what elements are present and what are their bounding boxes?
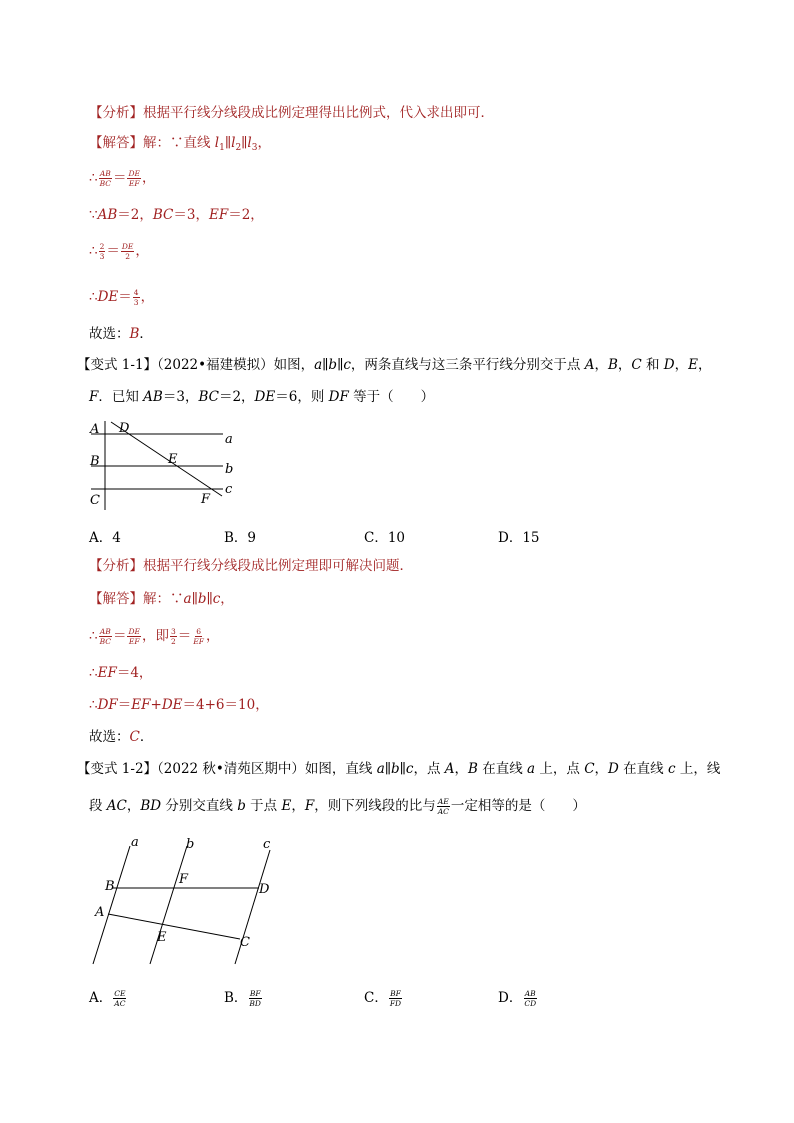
q11-option-d[interactable]: D．15: [498, 530, 540, 546]
q12-figure: [85, 832, 285, 967]
q12-line2: 段 AC，BD 分别交直线 b 于点 E，F，则下列线段的比与 $\frac{AE}{AC}$ 一定相等的是（ ）: [89, 797, 586, 816]
q12-line1: 【变式 1-2】（2022 秋•清苑区期中）如图，直线 a∥b∥c，点 A，B 在直线 a 上，点 C，D 在直线 c 上，线: [77, 761, 721, 777]
q11-line1: 【变式 1-1】（2022•福建模拟）如图，a∥b∥c，两条直线与这三条平行线分别交于点 A，B，C 和 D，E，: [77, 357, 712, 373]
since-symbol: ∵: [89, 207, 98, 223]
since-symbol: ∵: [170, 135, 184, 151]
label-D: D: [119, 421, 130, 436]
fraction: $\frac{AB}{BC}$: [99, 627, 111, 646]
label-B: B: [90, 454, 100, 469]
q12-option-a[interactable]: A． $\frac{CE}{AC}$: [89, 989, 126, 1008]
question-source: （2022 秋•清苑区期中）: [157, 761, 305, 777]
therefore-symbol: ∴: [89, 170, 98, 186]
label-A: A: [90, 422, 100, 437]
var-bc: BC: [152, 207, 174, 223]
label-A: A: [95, 905, 105, 920]
q11-figure: [85, 418, 255, 510]
fraction: $\frac{6}{EF}$: [193, 627, 204, 646]
label-b: b: [225, 462, 234, 477]
label-c: c: [225, 482, 233, 497]
fraction: $\frac{AB}{BC}$: [99, 169, 111, 188]
analysis-tag: 【分析】: [89, 105, 143, 121]
var-l: l: [247, 135, 252, 151]
fraction: $\frac{DE}{2}$: [121, 242, 134, 261]
label-a: a: [131, 835, 139, 850]
choice-letter: C: [129, 729, 140, 745]
sub-3: 3: [251, 143, 258, 153]
label-c: c: [263, 837, 271, 852]
sol2-choice-line: 故选：C．: [89, 729, 154, 745]
sub-1: 1: [219, 143, 225, 153]
sol1-choice-line: 故选：B．: [89, 326, 153, 342]
label-C: C: [240, 935, 250, 950]
label-E: E: [157, 930, 167, 945]
label-F: F: [179, 872, 189, 887]
var-ef: EF: [208, 207, 229, 223]
sub-2: 2: [235, 143, 242, 153]
variant-tag: 【变式 1-1】: [77, 357, 158, 373]
q11-line2: F．已知 AB＝3，BC＝2，DE＝6，则 DF 等于（ ）: [89, 389, 435, 405]
label-D: D: [259, 882, 270, 897]
analysis-text: 根据平行线分线段成比例定理即可解决问题．: [143, 558, 413, 574]
sol2-ef-line: ∴EF＝4，: [89, 665, 153, 681]
sol2-analysis: [89, 557, 413, 575]
sol1-subst-line: ∴ $\frac{2}{3}$ ＝ $\frac{DE}{2}$ ，: [89, 242, 149, 261]
label-C: C: [90, 493, 100, 508]
sol1-result-line: ∴DE＝ $\frac{4}{3}$ ，: [89, 288, 155, 307]
sol2-answer-line: 【解答】解：∵a∥b∥c，: [89, 591, 234, 607]
analysis-text: 根据平行线分线段成比例定理得出比例式，代入求出即可．: [143, 105, 494, 121]
sol1-analysis: [89, 104, 494, 122]
therefore-symbol: ∴: [89, 289, 98, 305]
choice-letter: B: [129, 326, 140, 342]
fraction: $\frac{DE}{EF}$: [128, 627, 140, 646]
label-b: b: [186, 837, 195, 852]
fraction: $\frac{4}{3}$: [133, 288, 139, 307]
sol2-df-line: ∴DF＝EF+DE＝4+6＝10，: [89, 697, 269, 713]
var-de: DE: [97, 289, 119, 305]
fraction: $\frac{3}{2}$: [170, 627, 176, 646]
equals-symbol: ＝: [112, 170, 127, 186]
comma: ，: [257, 135, 271, 151]
parallel-symbol: ∥: [224, 135, 232, 151]
var-ab: AB: [97, 207, 118, 223]
sol1-answer-line: [89, 134, 271, 157]
comma: ，: [141, 170, 156, 186]
answer-tag: 【解答】: [89, 135, 143, 151]
choose-label: 故选：: [89, 326, 130, 342]
q11-option-a[interactable]: A．4: [89, 530, 121, 546]
fraction: $\frac{2}{3}$: [99, 242, 105, 261]
fraction: $\frac{AE}{AC}$: [437, 797, 449, 816]
label-F: F: [201, 492, 211, 507]
answer-tag: 【解答】: [89, 591, 143, 607]
var-l: l: [214, 135, 220, 151]
label-B: B: [105, 879, 115, 894]
segment-ac: [108, 914, 240, 939]
q12-option-c[interactable]: C． $\frac{BF}{FD}$: [364, 989, 402, 1008]
analysis-tag: 【分析】: [89, 558, 143, 574]
variant-tag: 【变式 1-2】: [77, 761, 158, 777]
sol1-ratio-line: [89, 169, 155, 188]
sol1-given-line: ∵AB＝2，BC＝3，EF＝2，: [89, 207, 264, 223]
question-source: （2022•福建模拟）: [157, 357, 274, 373]
line-b: [150, 846, 187, 964]
label-E: E: [168, 452, 178, 467]
label-a: a: [225, 432, 233, 447]
line-word: 直线: [183, 135, 215, 151]
sol2-ratio-line: ∴ $\frac{AB}{BC}$ ＝ $\frac{DE}{EF}$ ，即 $\frac{3}{2}$ ＝ $\frac{6}{EF}$ ，: [89, 627, 220, 646]
q11-option-b[interactable]: B．9: [224, 530, 257, 546]
q11-option-c[interactable]: C．10: [364, 530, 406, 546]
q12-option-b[interactable]: B． $\frac{BF}{BD}$: [224, 989, 261, 1008]
q12-option-d[interactable]: D． $\frac{AB}{CD}$: [498, 989, 537, 1008]
therefore-symbol: ∴: [89, 243, 98, 259]
parallel-symbol: ∥: [241, 135, 248, 151]
answer-prefix: 解：: [143, 135, 170, 151]
fraction: $\frac{DE}{EF}$: [128, 169, 140, 188]
var-l: l: [231, 135, 236, 151]
